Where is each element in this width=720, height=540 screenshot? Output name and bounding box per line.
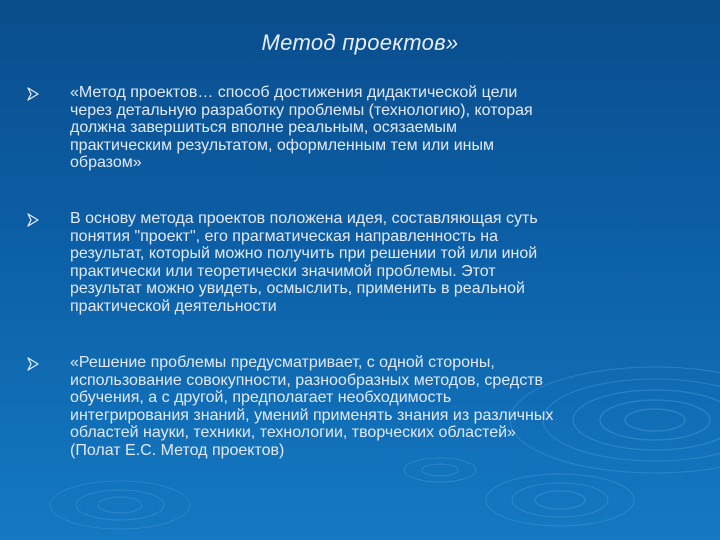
arrow-bullet-icon xyxy=(26,87,40,101)
slide-title: Метод проектов» xyxy=(261,30,459,55)
bullet-text: «Метод проектов… способ достижения дидактической цели через детальную разработку проблемы (технологию), которая должна завершиться вполне реальным, осязаемым практическим результатом, оформленным тем или иным образом» xyxy=(70,84,533,171)
arrow-bullet-icon xyxy=(26,357,40,371)
arrow-bullet-icon xyxy=(26,213,40,227)
bullet-text: В основу метода проектов положена идея, составляющая суть понятия "проект", его прагматическая направленность на результат, который можно получить при решении той или иной практически или теоретически значимой проблемы. Этот результат можно увидеть, осмыслить, применить в реальной практической деятельности xyxy=(70,210,538,315)
bullet-text: «Решение проблемы предусматривает, с одной стороны, использование совокупности, разнообразных методов, средств обучения, а с другой, предполагает необходимость интегрирования знаний, умений применять знания из различных областей науки, техники, технологии, творческих областей» (Полат Е.С. Метод проектов) xyxy=(70,354,554,459)
